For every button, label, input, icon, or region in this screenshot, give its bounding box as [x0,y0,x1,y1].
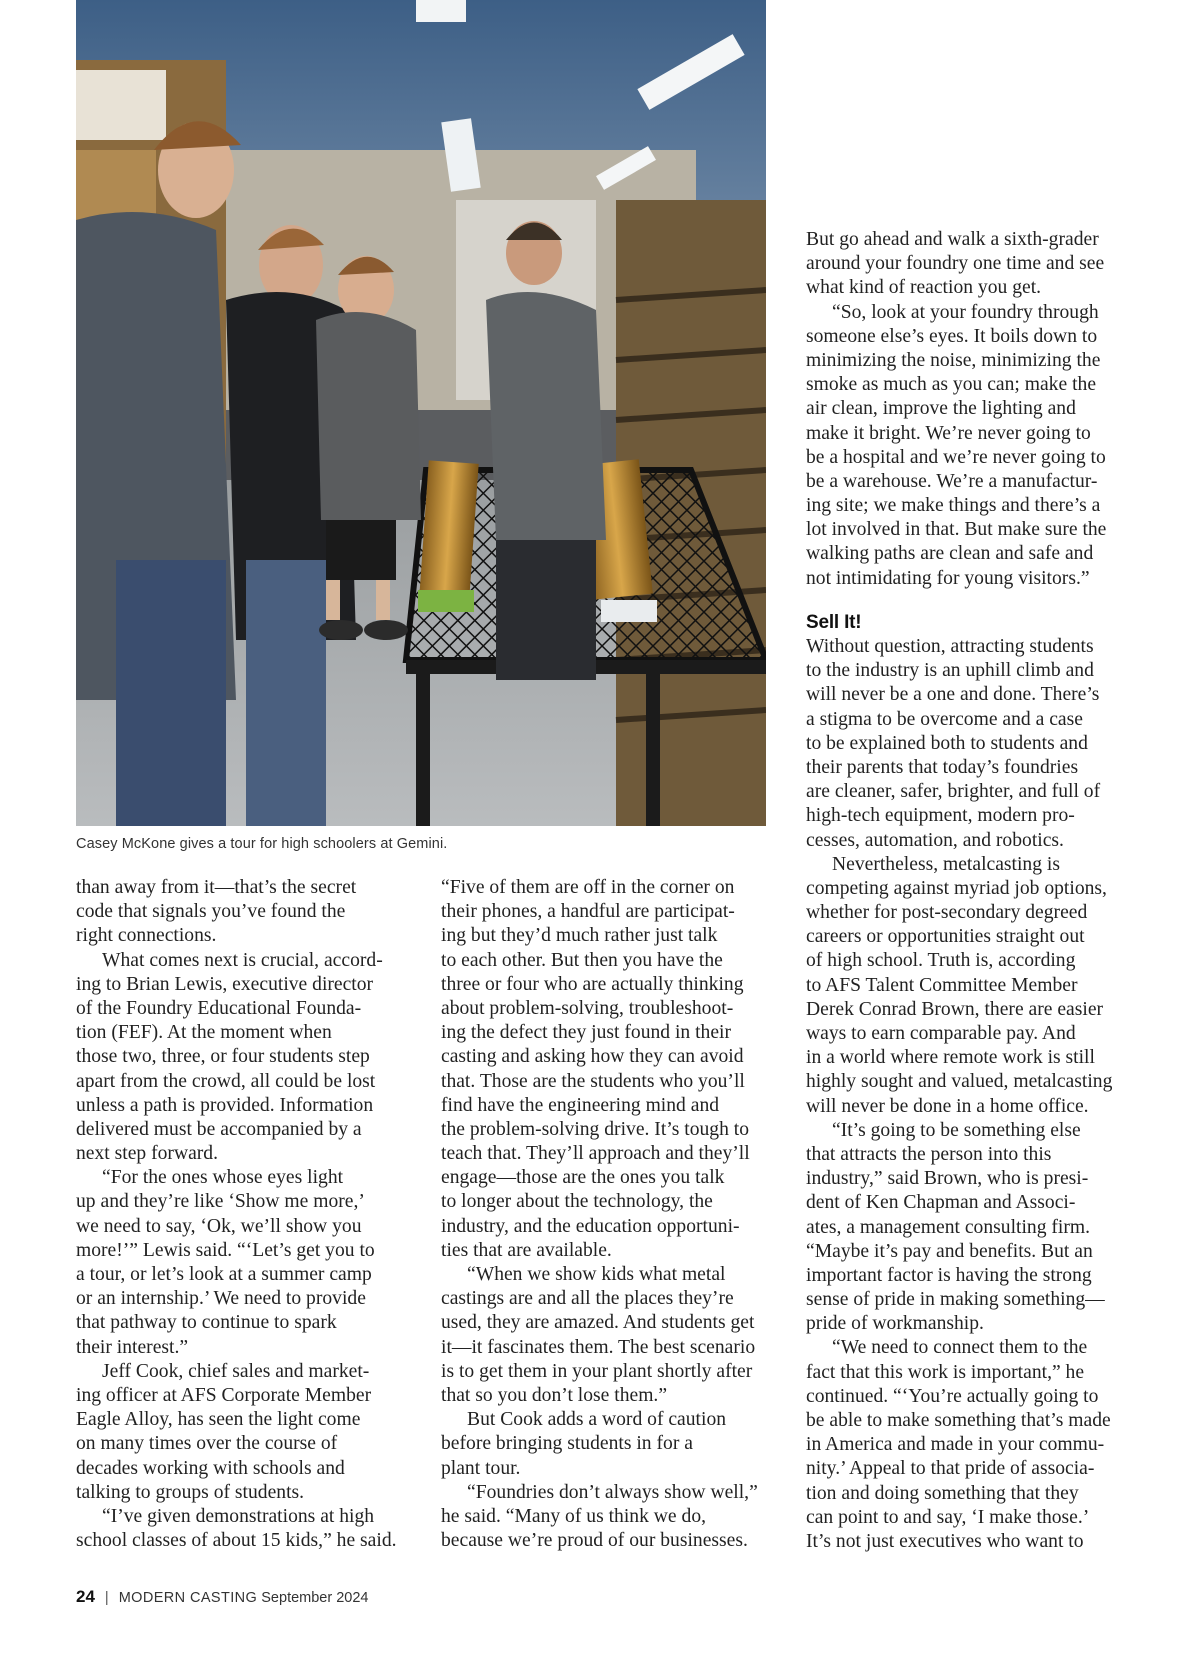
column-3-top-text [806,228,1166,591]
text-line: that. Those are the students who you’ll [441,1070,745,1092]
text-line: ing to Brian Lewis, executive director [76,973,374,995]
page-footer [76,1587,368,1607]
text-line: “I’ve given demonstrations at high [102,1505,375,1527]
text-line: right connections. [76,925,217,947]
text-line: will never be a one and done. There’s [806,684,1100,706]
text-line: those two, three, or four students step [76,1046,370,1068]
text-line: smoke as much as you can; make the [806,374,1097,396]
text-line: be able to make something that’s made [806,1410,1111,1431]
text-line: unless a path is provided. Information [76,1094,374,1116]
text-line: to the industry is an uphill climb and [806,660,1094,682]
text-line: teach that. They’ll approach and they’ll [441,1143,750,1165]
text-line: apart from the crowd, all could be lost [76,1070,376,1092]
text-line: than away from it—that’s the secret [76,877,357,898]
text-line: fact that this work is important,” he [806,1361,1085,1383]
text-line: on many times over the course of [76,1433,338,1455]
text-line: next step forward. [76,1143,219,1165]
text-line: ing site; we make things and there’s a [806,495,1101,517]
magazine-name: MODERN CASTING [118,1590,258,1606]
text-line: a stigma to be overcome and a case [806,708,1083,730]
text-line: high-tech equipment, modern pro- [806,805,1075,827]
text-line: But go ahead and walk a sixth-grader [806,229,1099,250]
text-line: not intimidating for young visitors.” [806,567,1090,589]
text-line: Derek Conrad Brown, there are easier [806,998,1104,1020]
footer-separator: | [104,1590,109,1606]
text-line: whether for post-secondary degreed [806,902,1088,924]
page-number: 24 [76,1587,95,1606]
text-line: that pathway to continue to spark [76,1312,337,1334]
text-line: to be explained both to students and [806,732,1088,754]
text-line: of high school. Truth is, according [806,950,1076,972]
text-line: castings are and all the places they’re [441,1288,734,1310]
text-line: competing against myriad job options, [806,877,1107,899]
text-line: engage—those are the ones you talk [441,1167,725,1189]
text-line: decades working with schools and [76,1457,345,1479]
issue-date: September 2024 [261,1590,369,1606]
text-line: Nevertheless, metalcasting is [832,853,1060,875]
column-3-bottom-text [806,635,1166,1554]
text-line: in America and made in your commu- [806,1434,1105,1456]
section-subhead: Sell It! [806,611,862,633]
text-line: ing officer at AFS Corporate Member [76,1384,372,1406]
text-line: used, they are amazed. And students get [441,1312,755,1334]
text-line: plant tour. [441,1457,521,1479]
text-line: find have the engineering mind and [441,1094,720,1116]
text-line: school classes of about 15 kids,” he said. [76,1530,397,1552]
text-line: their parents that today’s foundries [806,756,1079,778]
text-line: around your foundry one time and see [806,253,1105,275]
text-line: “Maybe it’s pay and benefits. But an [806,1240,1093,1262]
text-line: industry, and the education opportuni- [441,1215,740,1237]
text-line: cesses, automation, and robotics. [806,829,1064,851]
article-column-2 [441,876,786,1553]
text-line: are cleaner, safer, brighter, and full of [806,781,1101,803]
text-line: “Foundries don’t always show well,” [467,1481,758,1503]
text-line: or an internship.’ We need to provide [76,1288,366,1310]
text-line: because we’re proud of our businesses. [441,1530,748,1552]
text-line: continued. “‘You’re actually going to [806,1385,1099,1407]
text-line: their interest.” [76,1336,189,1358]
text-line: will never be done in a home office. [806,1095,1089,1117]
text-line: be a warehouse. We’re a manufactur- [806,470,1098,492]
text-line: we need to say, ‘Ok, we’ll show you [76,1215,362,1237]
text-line: nity.’ Appeal to that pride of associa- [806,1458,1095,1480]
text-line: make it bright. We’re never going to [806,422,1091,444]
text-line: pride of workmanship. [806,1313,984,1335]
text-line: about problem-solving, troubleshoot- [441,997,734,1019]
text-line: code that signals you’ve found the [76,901,346,923]
text-line: tion (FEF). At the moment when [76,1022,332,1044]
text-line: industry,” said Brown, who is presi- [806,1168,1089,1190]
text-line: to AFS Talent Committee Member [806,974,1078,996]
text-line: of the Foundry Educational Founda- [76,997,362,1019]
text-line: “So, look at your foundry through [832,301,1099,323]
text-line: what kind of reaction you get. [806,277,1042,299]
text-line: talking to groups of students. [76,1481,305,1503]
text-line: ing the defect they just found in their [441,1022,732,1044]
text-line: that attracts the person into this [806,1143,1052,1165]
text-line: “It’s going to be something else [832,1119,1081,1141]
article-column-1 [76,876,421,1553]
text-line: ways to earn comparable pay. And [806,1023,1076,1044]
text-line: ties that are available. [441,1239,612,1261]
text-line: dent of Ken Chapman and Associ- [806,1192,1076,1214]
text-line: careers or opportunities straight out [806,926,1085,948]
text-line: Eagle Alloy, has seen the light come [76,1409,361,1431]
text-line: more!’” Lewis said. “‘Let’s get you to [76,1239,375,1261]
text-line: sense of pride in making something— [806,1289,1105,1311]
text-line: important factor is having the strong [806,1264,1092,1286]
text-line: up and they’re like ‘Show me more,’ [76,1191,365,1213]
text-line: in a world where remote work is still [806,1047,1095,1069]
text-line: It’s not just executives who want to [806,1530,1084,1552]
text-line: the problem-solving drive. It’s tough to [441,1118,750,1140]
text-line: that so you don’t lose them.” [441,1384,668,1406]
text-line: tion and doing something that they [806,1482,1079,1504]
text-line: their phones, a handful are participat- [441,901,735,923]
text-line: “Five of them are off in the corner on [441,877,735,898]
text-line: before bringing students in for a [441,1433,693,1455]
text-line: a tour, or let’s look at a summer camp [76,1264,372,1285]
photo-caption: Casey McKone gives a tour for high schoolers at Gemini. [76,836,448,852]
text-line: is to get them in your plant shortly after [441,1360,753,1382]
text-line: to longer about the technology, the [441,1191,713,1213]
text-line: lot involved in that. But make sure the [806,519,1107,541]
text-line: “For the ones whose eyes light [102,1167,344,1189]
text-line: What comes next is crucial, accord- [102,949,383,971]
text-line: “When we show kids what metal [467,1264,726,1285]
text-line: But Cook adds a word of caution [467,1409,727,1431]
text-line: be a hospital and we’re never going to [806,446,1106,468]
text-line: ing but they’d much rather just talk [441,925,718,947]
text-line: Without question, attracting students [806,636,1094,657]
text-line: highly sought and valued, metalcasting [806,1071,1113,1093]
text-line: walking paths are clean and safe and [806,543,1094,565]
text-line: can point to and say, ‘I make those.’ [806,1506,1090,1528]
text-line: he said. “Many of us think we do, [441,1505,707,1527]
text-line: air clean, improve the lighting and [806,398,1076,420]
text-line: delivered must be accompanied by a [76,1118,362,1140]
foundry-tour-photo [76,0,766,826]
text-line: minimizing the noise, minimizing the [806,349,1101,371]
text-line: someone else’s eyes. It boils down to [806,325,1098,347]
article-column-3 [806,228,1166,1554]
text-line: ates, a management consulting firm. [806,1216,1091,1238]
text-line: “We need to connect them to the [832,1337,1088,1359]
text-line: to each other. But then you have the [441,949,723,971]
text-line: three or four who are actually thinking [441,973,744,995]
text-line: it—it fascinates them. The best scenario [441,1336,756,1358]
text-line: Jeff Cook, chief sales and market- [102,1360,370,1382]
text-line: casting and asking how they can avoid [441,1046,744,1068]
